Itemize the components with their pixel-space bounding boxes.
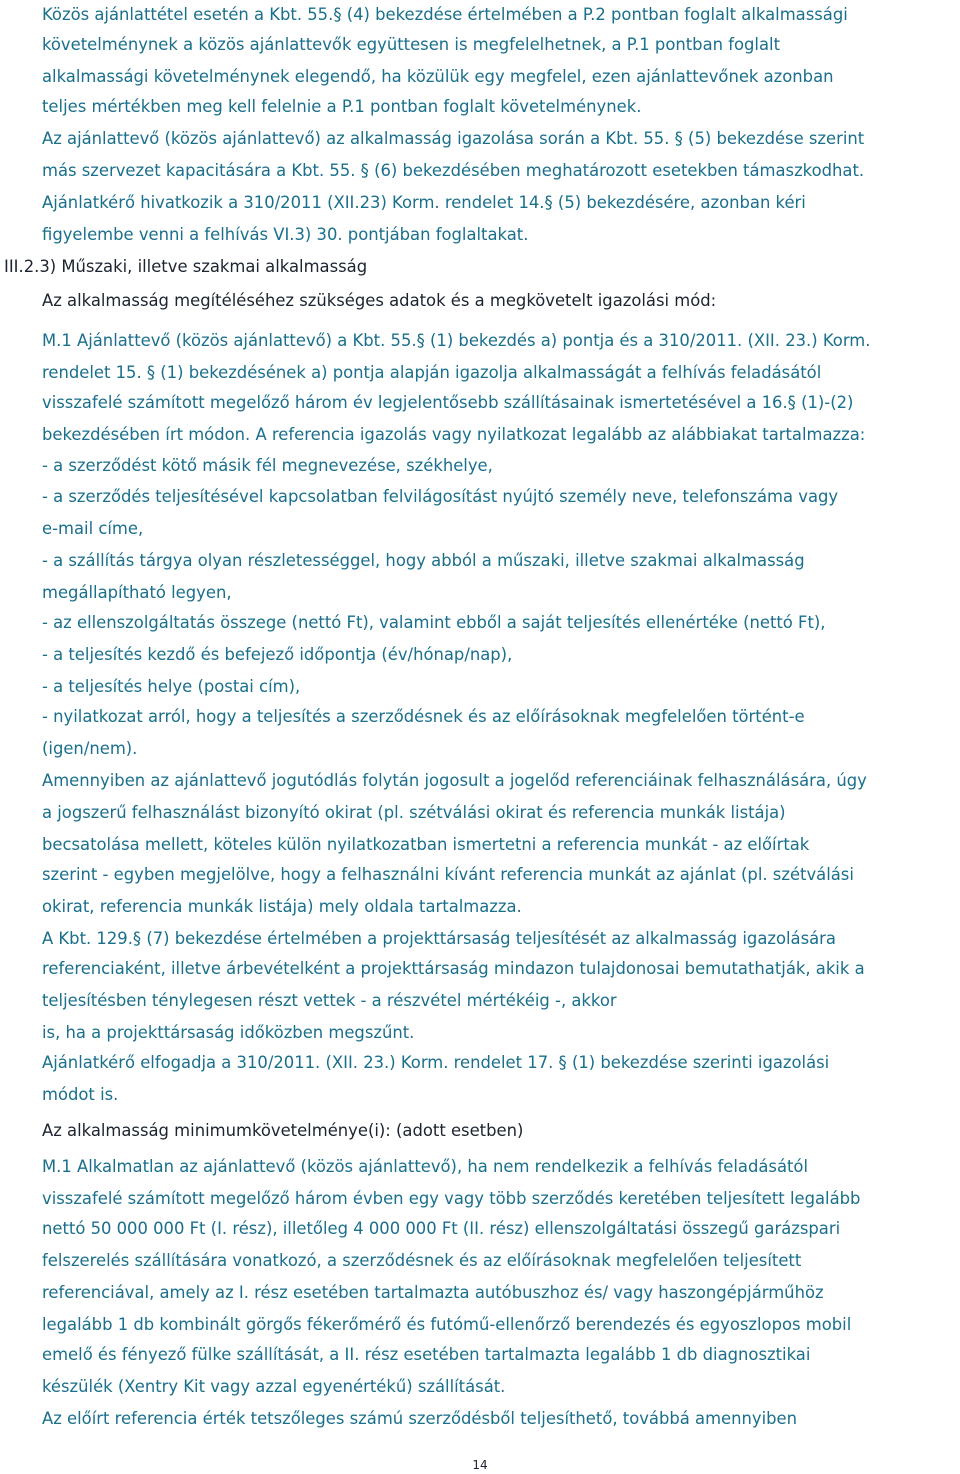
text-line: Ajánlatkérő elfogadja a 310/2011. (XII. 23.) Korm. rendelet 17. § (1) bekezdése szerinti igazolási [42, 1053, 830, 1072]
text-line: emelő és fényező fülke szállítását, a II. rész esetében tartalmazta legalább 1 db diagnosztikai [42, 1345, 811, 1364]
text-line: szerint - egyben megjelölve, hogy a felhasználni kívánt referencia munkát az ajánlat (pl. szétválási [42, 865, 854, 884]
text-line: Ajánlatkérő hivatkozik a 310/2011 (XII.23) Korm. rendelet 14.§ (5) bekezdésére, azonban kéri [42, 193, 806, 212]
text-line: (igen/nem). [42, 739, 138, 758]
text-line: más szervezet kapacitására a Kbt. 55. § (6) bekezdésében meghatározott esetekben támaszkodhat. [42, 161, 865, 180]
text-line: teljes mértékben meg kell felelnie a P.1 pontban foglalt követelménynek. [42, 97, 642, 116]
text-line: - a szállítás tárgya olyan részletességgel, hogy abból a műszaki, illetve szakmai alkalmasság [42, 551, 805, 570]
text-line: - a teljesítés kezdő és befejező időpontja (év/hónap/nap), [42, 645, 513, 664]
text-line: - a teljesítés helye (postai cím), [42, 677, 301, 696]
text-line: - az ellenszolgáltatás összege (nettó Ft), valamint ebből a saját teljesítés ellenértéke (nettó Ft), [42, 613, 826, 632]
text-line: is, ha a projekttársaság időközben megszűnt. [42, 1023, 415, 1042]
text-line: e-mail címe, [42, 519, 144, 538]
text-line: megállapítható legyen, [42, 583, 232, 602]
text-line: készülék (Xentry Kit vagy azzal egyenértékű) szállítását. [42, 1377, 506, 1396]
text-line: A Kbt. 129.§ (7) bekezdése értelmében a projekttársaság teljesítését az alkalmasság igazolására [42, 929, 836, 948]
text-line: Amennyiben az ajánlattevő jogutódlás folytán jogosult a jogelőd referenciáinak felhasználására, úgy [42, 771, 867, 790]
text-line: referenciaként, illetve árbevételként a projekttársaság mindazon tulajdonosai bemutathatják, akik a [42, 959, 865, 978]
text-line: legalább 1 db kombinált görgős fékerőmérő és futómű-ellenőrző berendezés és egyoszlopos mobil [42, 1315, 852, 1334]
text-line: Az alkalmasság minimumkövetelménye(i): (adott esetben) [42, 1121, 524, 1140]
text-line: - a szerződést kötő másik fél megnevezése, székhelye, [42, 456, 493, 475]
text-line: becsatolása mellett, köteles külön nyilatkozatban ismertetni a referencia munkát - az előírtak [42, 835, 810, 854]
text-line: M.1 Alkalmatlan az ajánlattevő (közös ajánlattevő), ha nem rendelkezik a felhívás feladásától [42, 1157, 808, 1176]
text-line: Közös ajánlattétel esetén a Kbt. 55.§ (4) bekezdése értelmében a P.2 pontban foglalt alkalmassági [42, 5, 848, 24]
text-line: alkalmassági követelménynek elegendő, ha közülük egy megfelel, ezen ajánlattevőnek azonban [42, 67, 834, 86]
text-line: figyelembe venni a felhívás VI.3) 30. pontjában foglaltakat. [42, 225, 529, 244]
text-line: teljesítésben ténylegesen részt vettek - a részvétel mértékéig -, akkor [42, 991, 617, 1010]
page-number: 14 [472, 1458, 488, 1472]
text-line: Az alkalmasság megítéléséhez szükséges adatok és a megkövetelt igazolási mód: [42, 291, 717, 310]
text-line: rendelet 15. § (1) bekezdésének a) pontja alapján igazolja alkalmasságát a felhívás feladásától [42, 363, 822, 382]
text-line: Az előírt referencia érték tetszőleges számú szerződésből teljesíthető, továbbá amennyiben [42, 1409, 798, 1428]
text-line: visszafelé számított megelőző három év legjelentősebb szállításainak ismertetésével a 16.§ (1)-(2) [42, 393, 854, 412]
text-line: módot is. [42, 1085, 119, 1104]
text-line: felszerelés szállítására vonatkozó, a szerződésnek és az előírásoknak megfelelően teljesített [42, 1251, 802, 1270]
text-line: visszafelé számított megelőző három évben egy vagy több szerződés keretében teljesített legalább [42, 1189, 861, 1208]
text-line: referenciával, amely az I. rész esetében tartalmazta autóbuszhoz és/ vagy haszongépjárműhöz [42, 1283, 824, 1302]
text-line: - a szerződés teljesítésével kapcsolatban felvilágosítást nyújtó személy neve, telefonszáma vagy [42, 487, 839, 506]
text-line: III.2.3) Műszaki, illetve szakmai alkalmasság [4, 257, 368, 276]
text-line: követelménynek a közös ajánlattevők együttesen is megfelelhetnek, a P.1 pontban foglalt [42, 35, 780, 54]
text-line: nettó 50 000 000 Ft (I. rész), illetőleg 4 000 000 Ft (II. rész) ellenszolgáltatási összegű garázspari [42, 1219, 841, 1238]
text-line: - nyilatkozat arról, hogy a teljesítés a szerződésnek és az előírásoknak megfelelően történt-e [42, 707, 805, 726]
text-line: bekezdésében írt módon. A referencia igazolás vagy nyilatkozat legalább az alábbiakat tartalmazza: [42, 425, 866, 444]
text-line: a jogszerű felhasználást bizonyító okirat (pl. szétválási okirat és referencia munkák listája) [42, 803, 786, 822]
text-line: okirat, referencia munkák listája) mely oldala tartalmazza. [42, 897, 522, 916]
text-line: Az ajánlattevő (közös ajánlattevő) az alkalmasság igazolása során a Kbt. 55. § (5) bekezdése szerint [42, 129, 865, 148]
text-line: M.1 Ajánlattevő (közös ajánlattevő) a Kbt. 55.§ (1) bekezdés a) pontja és a 310/2011. (XII. 23.) Korm. [42, 331, 871, 350]
text-line-continuation: A referencia igazolás vagy nyilatkozat legalább az alábbiakat tartalmazza: [250, 425, 866, 444]
